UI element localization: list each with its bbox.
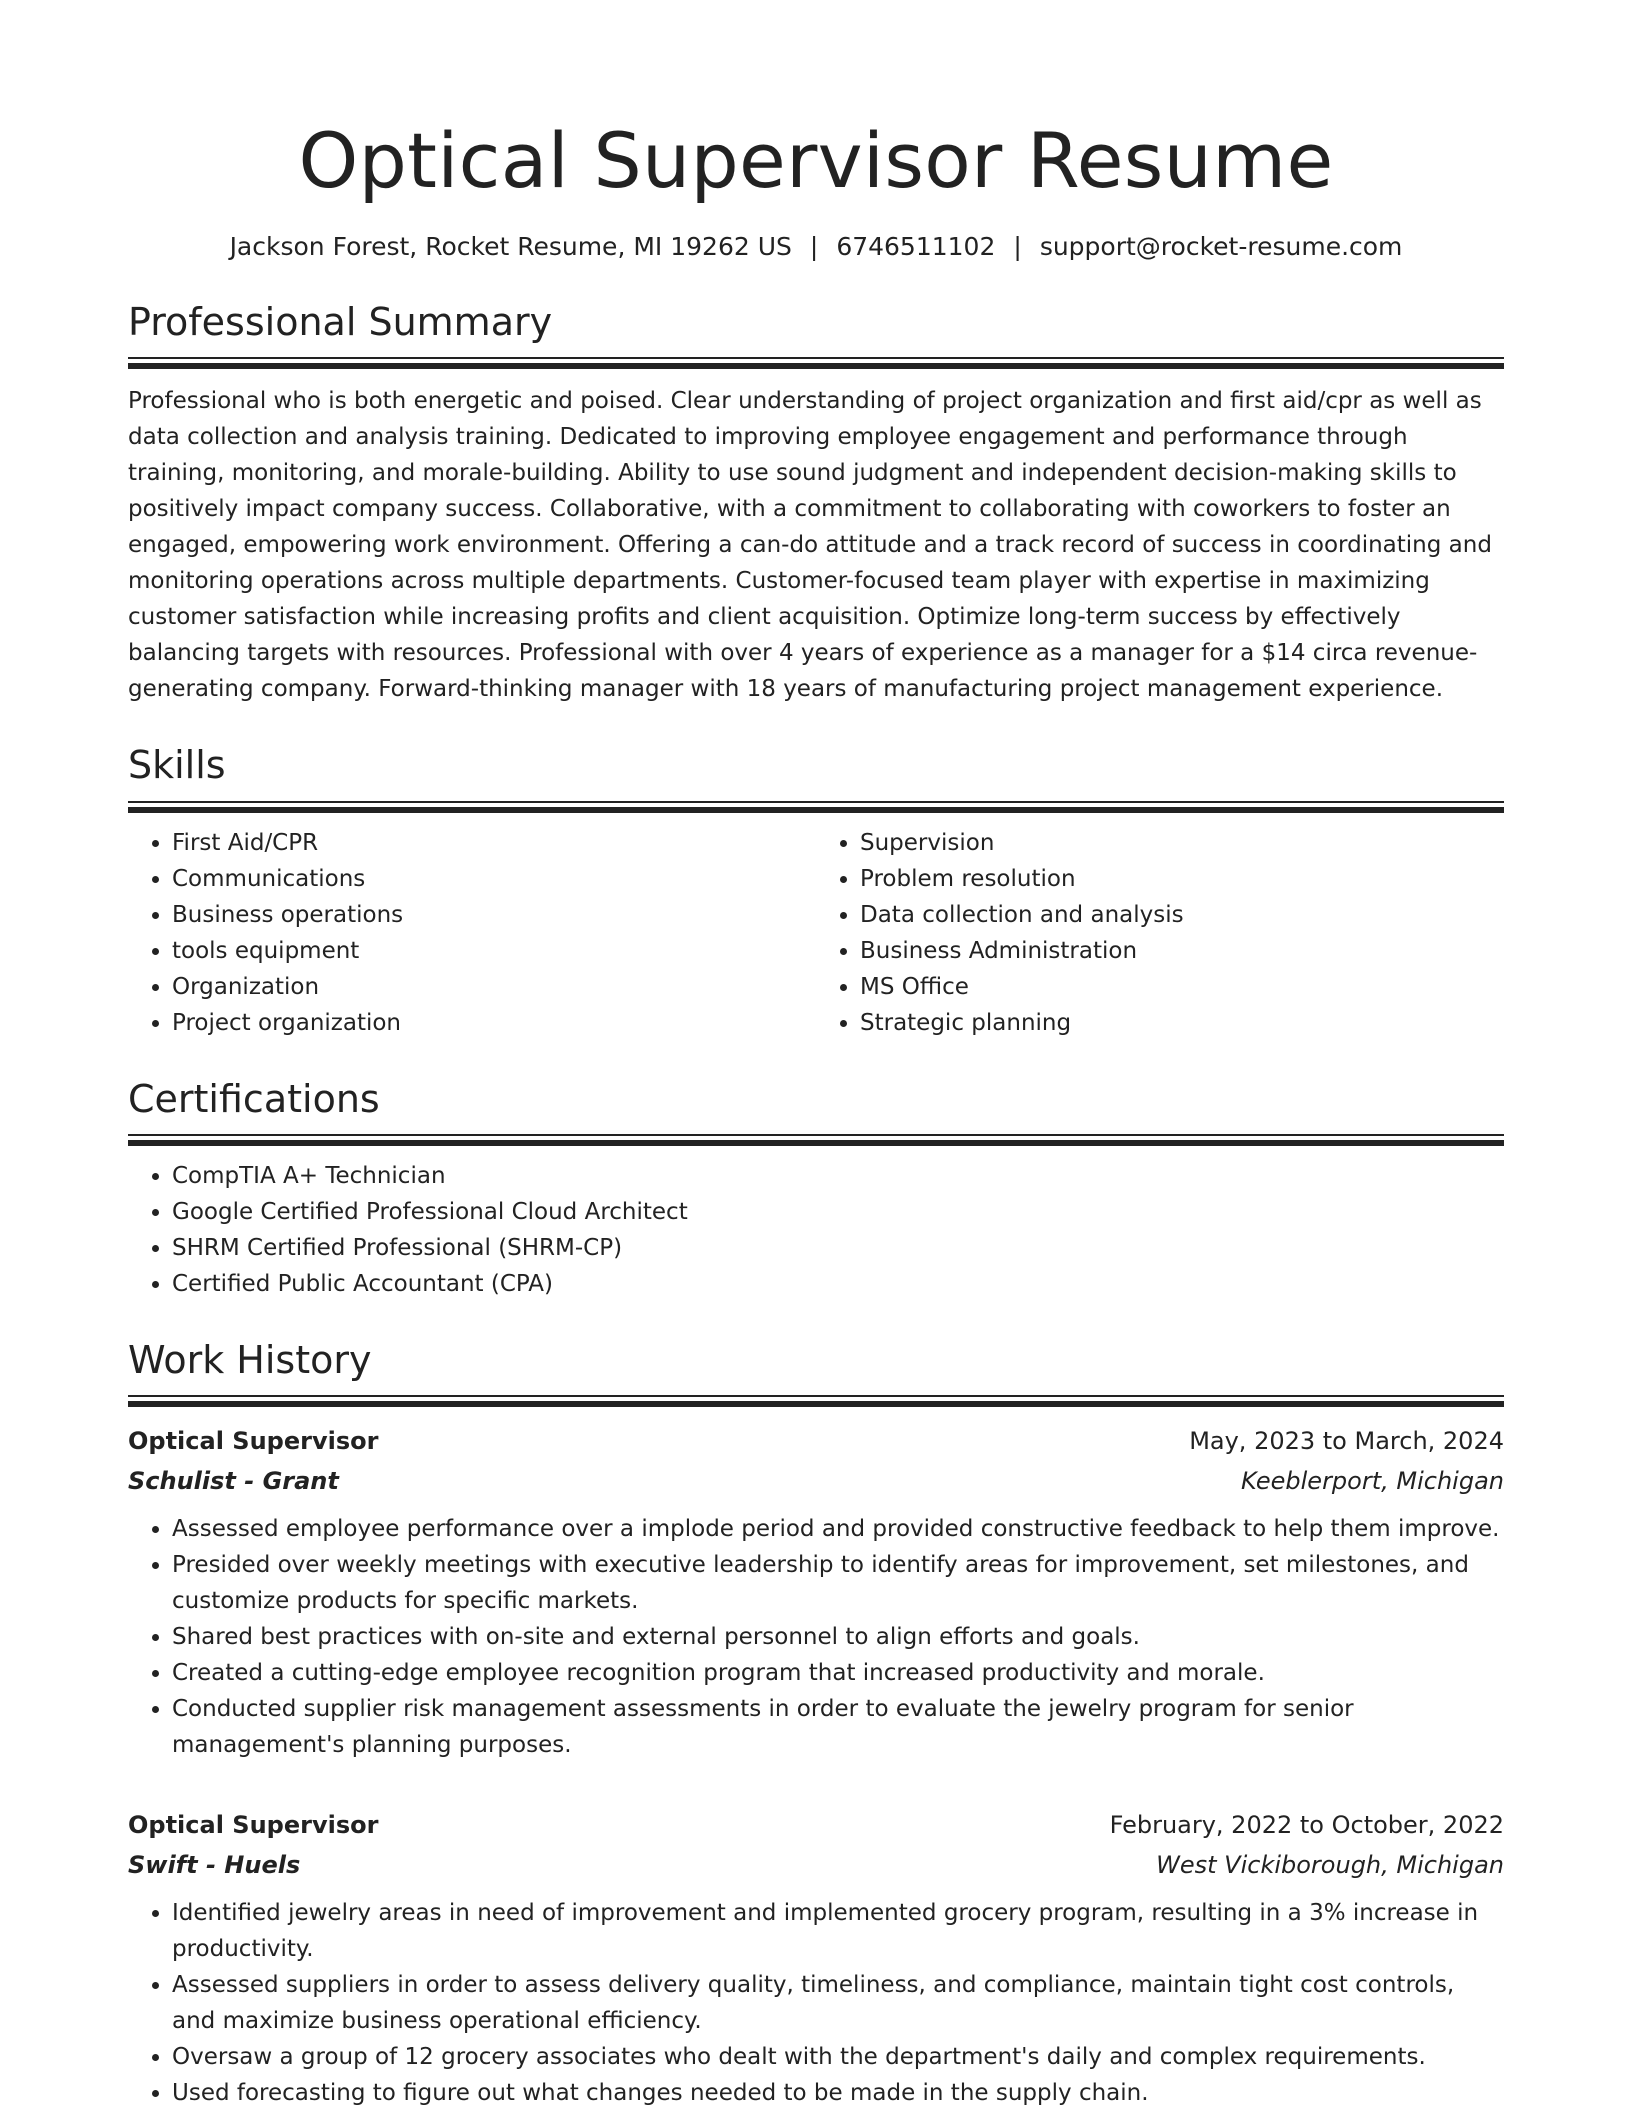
certifications-section	[128, 1075, 1504, 1302]
job-dates: May, 2023 to March, 2024	[1189, 1427, 1504, 1456]
section-divider	[128, 357, 1504, 369]
section-divider	[128, 1395, 1504, 1407]
job-bullet: • Conducted supplier risk management assessments in order to evaluate the jewelry program for senior management's planning purposes.	[172, 1691, 1504, 1763]
skill-item: • tools equipment	[172, 933, 816, 969]
section-heading: Work History	[128, 1337, 372, 1382]
job-dates: February, 2022 to October, 2022	[1109, 1811, 1504, 1840]
skill-item: • MS Office	[860, 969, 1504, 1005]
contact-phone: 6746511102	[836, 231, 996, 261]
job-location: Keeblerport, Michigan	[1240, 1467, 1504, 1496]
certification-item: • Certified Public Accountant (CPA)	[172, 1266, 1504, 1302]
job-bullets	[128, 1511, 1504, 1763]
skill-item: • First Aid/CPR	[172, 825, 816, 861]
contact-separator: |	[809, 231, 819, 261]
job-company-row	[128, 1461, 1504, 1501]
certification-item: • SHRM Certified Professional (SHRM-CP)	[172, 1230, 1504, 1266]
contact-line	[128, 229, 1504, 264]
professional-summary-section	[128, 298, 1504, 707]
job-bullet: • Oversaw a group of 12 grocery associates who dealt with the department's daily and complex requirements.	[172, 2039, 1504, 2075]
section-heading: Skills	[128, 743, 226, 788]
job-title: Optical Supervisor	[128, 1811, 379, 1840]
job-header-row	[128, 1805, 1504, 1845]
resume-title: Optical Supervisor Resume	[298, 116, 1334, 205]
skill-item: • Business Administration	[860, 933, 1504, 969]
certifications-list	[128, 1158, 1504, 1302]
job-title: Optical Supervisor	[128, 1427, 379, 1456]
job-company-row	[128, 1845, 1504, 1885]
job-bullet: • Assessed employee performance over a implode period and provided constructive feedback to help them improve.	[172, 1511, 1504, 1547]
summary-text: Professional who is both energetic and poised. Clear understanding of project organization and first aid/cpr as well as data collection and analysis training. Dedicated to improving employee engagement and performance through training, monitoring, and morale-building. Ability to use sound judgment and independent decision-making skills to positively impact company success. Collaborative, with a commitment to collaborating with coworkers to foster an engaged, empowering work environment. Offering a can-do attitude and a track record of success in coordinating and monitoring operations across multiple departments. Customer-focused team player with expertise in maximizing customer satisfaction while increasing profits and client acquisition. Optimize long-term success by effectively balancing targets with resources. Professional with over 4 years of experience as a manager for a $14 circa revenue-generating company. Forward-thinking manager with 18 years of manufacturing project management experience.	[128, 388, 1492, 703]
job-header-row	[128, 1421, 1504, 1461]
skill-item: • Organization	[172, 969, 816, 1005]
section-divider	[128, 801, 1504, 813]
skill-item: • Strategic planning	[860, 1005, 1504, 1041]
job-company: Schulist - Grant	[128, 1467, 339, 1496]
job-bullet: • Created a cutting-edge employee recognition program that increased productivity and morale.	[172, 1655, 1504, 1691]
job-entry	[128, 1805, 1504, 2111]
work-history-section	[128, 1336, 1504, 2111]
job-bullet: • Presided over weekly meetings with executive leadership to identify areas for improvement, set milestones, and customize products for specific markets.	[172, 1547, 1504, 1619]
skill-item: • Data collection and analysis	[860, 897, 1504, 933]
skill-item: • Problem resolution	[860, 861, 1504, 897]
skill-item: • Business operations	[172, 897, 816, 933]
section-heading: Professional Summary	[128, 299, 553, 344]
skills-section	[128, 741, 1504, 1040]
job-bullet: • Shared best practices with on-site and external personnel to align efforts and goals.	[172, 1619, 1504, 1655]
skills-grid	[128, 813, 1504, 1041]
skills-list-left	[128, 825, 816, 1041]
skills-list-right	[816, 825, 1504, 1041]
job-bullet: • Assessed suppliers in order to assess delivery quality, timeliness, and compliance, maintain tight cost controls, and maximize business operational efficiency.	[172, 1967, 1504, 2039]
section-heading: Certifications	[128, 1076, 380, 1121]
contact-separator: |	[1013, 231, 1022, 261]
job-company: Swift - Huels	[128, 1851, 301, 1880]
job-bullet: • Identified jewelry areas in need of improvement and implemented grocery program, resulting in a 3% increase in productivity.	[172, 1895, 1504, 1967]
job-location: West Vickiborough, Michigan	[1156, 1851, 1504, 1880]
skill-item: • Supervision	[860, 825, 1504, 861]
skill-item: • Communications	[172, 861, 816, 897]
certification-item: • Google Certified Professional Cloud Architect	[172, 1194, 1504, 1230]
section-divider	[128, 1134, 1504, 1146]
contact-address: Jackson Forest, Rocket Resume, MI 19262 US	[229, 231, 792, 261]
job-bullets	[128, 1895, 1504, 2111]
contact-email: support@rocket-resume.com	[1039, 231, 1403, 261]
certification-item: • CompTIA A+ Technician	[172, 1158, 1504, 1194]
job-bullet: • Used forecasting to figure out what changes needed to be made in the supply chain.	[172, 2075, 1504, 2111]
job-entry	[128, 1421, 1504, 1763]
skill-item: • Project organization	[172, 1005, 816, 1041]
